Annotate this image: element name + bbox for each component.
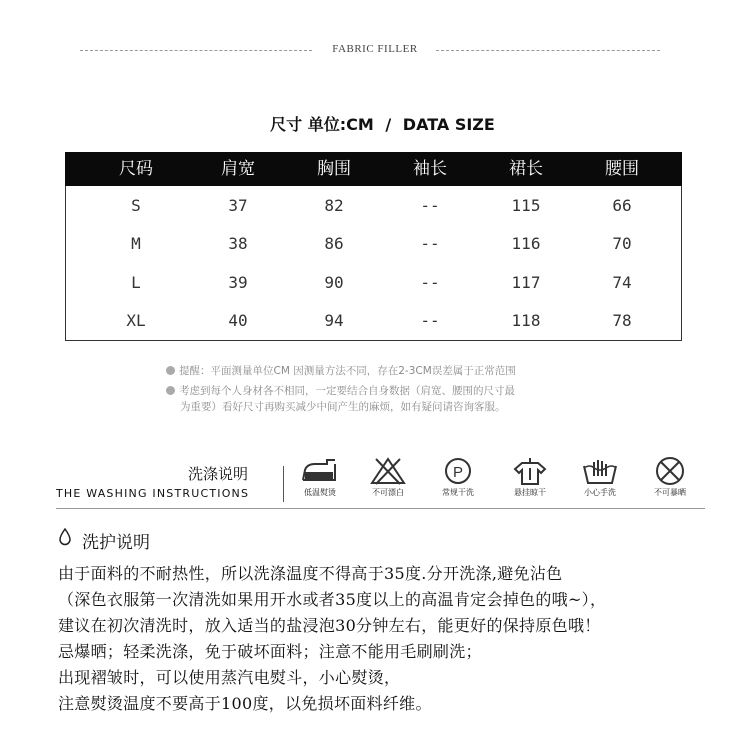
fit-note: 考虑到每个人身材各不相同，一定要结合自身数据（肩宽、腰围的尺寸最 <box>166 383 515 399</box>
table-cell: 117 <box>511 273 541 292</box>
svg-text:P: P <box>452 464 464 481</box>
care-line: 忌爆晒；轻柔洗涤，免于破坏面料；注意不能用毛刷刷洗； <box>58 642 482 661</box>
bullet-icon <box>166 366 175 375</box>
size-title-cn: 尺寸 单位:CM <box>270 115 374 134</box>
dry-clean-icon <box>438 456 478 486</box>
header-cell-sleeve: 袖长 <box>413 159 447 179</box>
header-divider-right <box>436 50 660 51</box>
hand-wash-label: 小心手洗 <box>584 488 616 497</box>
table-cell: 38 <box>228 234 248 253</box>
table-row <box>65 225 682 263</box>
hang-dry-symbol <box>500 456 560 504</box>
table-cell: 118 <box>511 311 541 330</box>
header-divider-left <box>80 50 312 51</box>
size-table-header <box>65 152 682 186</box>
table-cell: XL <box>126 311 146 330</box>
table-cell: 78 <box>612 311 632 330</box>
table-row <box>65 187 682 225</box>
section-header: FABRIC FILLER <box>332 43 418 55</box>
care-line: 出现褶皱时，可以使用蒸汽电熨斗，小心熨烫， <box>58 668 401 687</box>
header-cell-bust: 胸围 <box>317 159 351 179</box>
iron-label: 低温熨烫 <box>304 488 336 497</box>
header-cell-shoulder: 肩宽 <box>221 159 255 179</box>
fit-note-continued: 为重要）看好尺寸再购买减少中间产生的麻烦，如有疑问请咨询客服。 <box>180 401 506 413</box>
table-cell: 70 <box>612 234 632 253</box>
table-cell: M <box>131 234 141 253</box>
care-line: 建议在初次清洗时，放入适当的盐浸泡30分钟左右，能更好的保持原色哦！ <box>58 616 601 635</box>
care-line: （深色衣服第一次清洗如果用开水或者35度以上的高温肯定会掉色的哦~）， <box>58 590 607 609</box>
table-row <box>65 264 682 302</box>
bullet-icon <box>166 386 175 395</box>
hang-dry-label: 悬挂晾干 <box>514 488 546 497</box>
measurement-note: 提醒：平面测量单位CM 因测量方法不同，存在2-3CM误差属于正常范围 <box>166 363 516 379</box>
header-cell-skirt-length: 裙长 <box>509 159 543 179</box>
table-cell: -- <box>420 311 440 330</box>
no-bleach-symbol <box>358 456 418 504</box>
washing-title-en: THE WASHING INSTRUCTIONS <box>56 487 250 500</box>
table-cell: 90 <box>324 273 344 292</box>
care-line: 由于面料的不耐热性，所以洗涤温度不得高于35度.分开洗涤,避免沾色 <box>58 564 563 583</box>
table-cell: -- <box>420 234 440 253</box>
table-cell: 39 <box>228 273 248 292</box>
dry-clean-symbol <box>428 456 488 504</box>
table-cell: -- <box>420 196 440 215</box>
no-bleach-icon <box>368 456 408 486</box>
care-title: 洗护说明 <box>82 533 150 553</box>
water-drop-icon <box>58 528 72 546</box>
table-cell: 40 <box>228 311 248 330</box>
table-cell: 116 <box>511 234 541 253</box>
table-cell: 115 <box>511 196 541 215</box>
header-cell-size: 尺码 <box>119 159 153 179</box>
table-cell: 86 <box>324 234 344 253</box>
hand-wash-symbol <box>570 456 630 504</box>
hand-wash-icon <box>580 456 620 486</box>
iron-symbol <box>290 456 350 504</box>
size-chart-title <box>0 112 750 135</box>
table-cell: 66 <box>612 196 632 215</box>
table-cell: L <box>131 273 141 292</box>
no-bleach-label: 不可漂白 <box>372 488 404 497</box>
table-cell: 94 <box>324 311 344 330</box>
table-cell: -- <box>420 273 440 292</box>
no-sun-dry-label: 不可暴晒 <box>654 488 686 497</box>
washing-divider <box>283 466 284 502</box>
size-title-en: DATA SIZE <box>402 115 495 134</box>
table-cell: 82 <box>324 196 344 215</box>
header-cell-waist: 腰围 <box>605 159 639 179</box>
size-title-sep: / <box>385 115 392 134</box>
table-row <box>65 302 682 340</box>
washing-underline <box>56 508 705 509</box>
washing-title-cn: 洗涤说明 <box>188 465 249 483</box>
no-sun-dry-symbol <box>640 456 700 504</box>
hang-dry-icon <box>510 456 550 486</box>
table-cell: 74 <box>612 273 632 292</box>
no-sun-dry-icon <box>650 456 690 486</box>
table-cell: S <box>131 196 141 215</box>
iron-icon <box>297 456 343 486</box>
dry-clean-label: 常规干洗 <box>442 488 474 497</box>
care-line: 注意熨烫温度不要高于100度，以免损坏面料纤维。 <box>58 694 432 713</box>
table-cell: 37 <box>228 196 248 215</box>
